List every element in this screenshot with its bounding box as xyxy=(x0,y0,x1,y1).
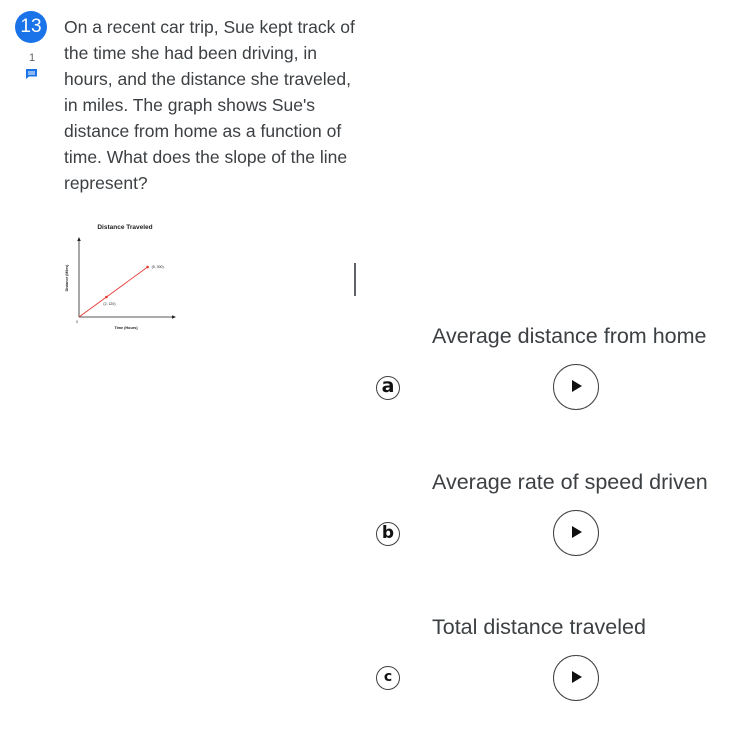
choice-c-radio[interactable]: c xyxy=(376,666,400,690)
choice-c-play-button[interactable] xyxy=(553,655,599,701)
distance-chart xyxy=(58,215,183,337)
chart-title: Distance Traveled xyxy=(97,224,153,231)
play-icon xyxy=(572,526,582,538)
data-point-label: (2, 120) xyxy=(103,302,116,306)
comment-icon[interactable] xyxy=(25,68,38,80)
data-point-label: (5, 300) xyxy=(151,265,164,269)
choice-b-play-button[interactable] xyxy=(553,510,599,556)
play-icon xyxy=(572,671,582,683)
y-axis-arrow xyxy=(77,237,81,241)
y-axis-label: Distance (Miles) xyxy=(65,264,69,292)
choice-b-label: Average rate of speed driven xyxy=(432,470,708,494)
data-line xyxy=(79,267,148,317)
choice-b-radio[interactable]: b xyxy=(376,522,400,546)
choice-a-radio[interactable]: a xyxy=(376,376,400,400)
choice-a-label: Average distance from home xyxy=(432,324,707,348)
choice-c-label: Total distance traveled xyxy=(432,615,646,639)
x-axis-arrow xyxy=(172,315,176,319)
question-text: On a recent car trip, Sue kept track of the time she had been driving, in hours, and the distance she traveled, in miles. The graph shows Sue's distance from home as a function of time. What does the slope of the line represent? xyxy=(64,17,355,193)
data-point xyxy=(146,266,149,269)
x-axis-label: Time (Hours) xyxy=(114,326,138,330)
question-number-badge: 13 xyxy=(15,11,47,43)
choice-a-play-button[interactable] xyxy=(553,364,599,410)
data-point xyxy=(105,296,108,299)
play-icon xyxy=(572,380,582,392)
panel-divider xyxy=(354,263,356,296)
comment-count: 1 xyxy=(28,52,36,64)
origin-label: 0 xyxy=(76,320,78,324)
